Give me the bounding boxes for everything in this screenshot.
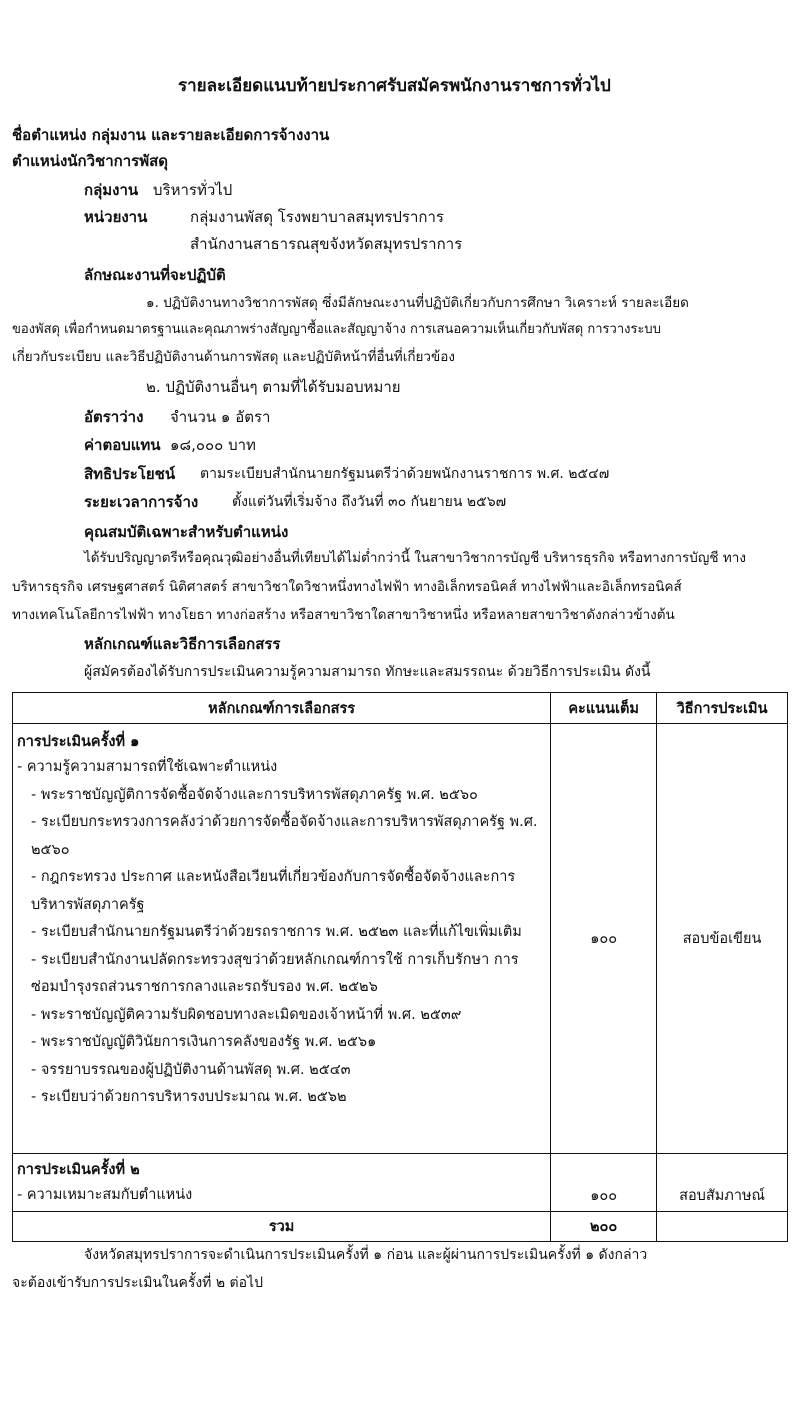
header-method: วิธีการประเมิน [657,693,788,724]
vacancy-label: อัตราว่าง [84,408,144,426]
criteria-table [12,692,788,1242]
pay-value: ๑๘,๐๐๐ บาท [170,436,256,454]
criteria-label: หลักเกณฑ์และวิธีการเลือกสรร [84,635,281,653]
qual-line-3: ทางเทคโนโลยีการไฟฟ้า ทางโยธา ทางก่อสร้าง หรือสาขาวิชาใดสาขาวิชาหนึ่ง หรือหลายสาขาวิชาดังกล่าวข้างต้น [12,607,675,623]
benefit-label: สิทธิประโยชน์ [84,465,176,483]
duty-1-line-1: ๑. ปฏิบัติงานทางวิชาการพัสดุ ซึ่งมีลักษณะงานที่ปฏิบัติเกี่ยวกับการศึกษา วิเคราะห์ รายละเอียด [146,295,689,311]
period-value: ตั้งแต่วันที่เริ่มจ้าง ถึงวันที่ ๓๐ กันยายน ๒๕๖๗ [232,494,507,510]
total-score: ๒๐๐ [551,1212,657,1242]
table-row-round-2 [13,1154,788,1212]
duty-1-line-2: ของพัสดุ เพื่อกำหนดมาตรฐานและคุณภาพร่างสัญญาซื้อและสัญญาจ้าง การเสนอความเห็นเกี่ยวกับพัสดุ การวางระบบ [12,322,661,337]
document-title: รายละเอียดแนบท้ายประกาศรับสมัครพนักงานราชการทั่วไป [178,76,611,96]
qual-line-1: ได้รับปริญญาตรีหรือคุณวุฒิอย่างอื่นที่เทียบได้ไม่ต่ำกว่านี้ ในสาขาวิชาการบัญชี บริหารธุรกิจ หรือทางการบัญชี ทาง [84,550,746,566]
list-item: - ระเบียบกระทรวงการคลังว่าด้วยการจัดซื้อจัดจ้างและการบริหารพัสดุภาครัฐ พ.ศ. ๒๕๖๐ [31,814,538,858]
table-row-round-1 [13,724,788,1154]
unit-line-1: กลุ่มงานพัสดุ โรงพยาบาลสมุทรปราการ [190,208,444,226]
list-item: - กฎกระทรวง ประกาศ และหนังสือเวียนที่เกี่ยวข้องกับการจัดซื้อจัดจ้างและการบริหารพัสดุภาครัฐ [31,869,516,913]
vacancy-value: จำนวน ๑ อัตรา [170,408,271,426]
round-2-method: สอบสัมภาษณ์ [657,1154,788,1212]
group-value: บริหารทั่วไป [153,181,233,199]
duty-1-line-3: เกี่ยวกับระเบียบ และวิธีปฏิบัติงานด้านการพัสดุ และปฏิบัติหน้าที่อื่นที่เกี่ยวข้อง [12,349,455,365]
round-1-title: การประเมินครั้งที่ ๑ [17,734,140,750]
round-1-score: ๑๐๐ [551,724,657,1154]
list-item: - จรรยาบรรณของผู้ปฏิบัติงานด้านพัสดุ พ.ศ. ๒๕๔๓ [31,1061,351,1078]
footer-line-2: จะต้องเข้ารับการประเมินในครั้งที่ ๒ ต่อไป [12,1275,263,1291]
unit-label: หน่วยงาน [84,208,148,226]
total-method-empty [657,1212,788,1242]
criteria-intro: ผู้สมัครต้องได้รับการประเมินความรู้ความสามารถ ทักษะและสมรรถนะ ด้วยวิธีการประเมิน ดังนี้ [84,664,651,680]
table-header-row [13,693,788,724]
list-item: - ระเบียบสำนักนายกรัฐมนตรีว่าด้วยรถราชการ พ.ศ. ๒๕๒๓ และที่แก้ไขเพิ่มเติม [31,924,522,940]
round-1-method: สอบข้อเขียน [657,724,788,1154]
duties-label: ลักษณะงานที่จะปฏิบัติ [84,266,226,284]
list-item: - พระราชบัญญัติวินัยการเงินการคลังของรัฐ พ.ศ. ๒๕๖๑ [31,1034,377,1050]
unit-line-2: สำนักงานสาธารณสุขจังหวัดสมุทรปราการ [190,235,463,253]
header-criteria: หลักเกณฑ์การเลือกสรร [13,693,551,724]
list-item: - ความเหมาะสมกับตำแหน่ง [17,1187,193,1203]
round-2-criteria [13,1154,551,1212]
table-total-row [13,1212,788,1242]
round-2-score: ๑๐๐ [551,1154,657,1212]
list-item: - ความรู้ความสามารถที่ใช้เฉพาะตำแหน่ง [17,759,278,775]
duty-2: ๒. ปฏิบัติงานอื่นๆ ตามที่ได้รับมอบหมาย [146,378,401,396]
footer-line-1: จังหวัดสมุทรปราการจะดำเนินการประเมินครั้งที่ ๑ ก่อน และผู้ผ่านการประเมินครั้งที่ ๑ ดังกล่าว [84,1247,648,1263]
list-item: - ระเบียบสำนักงานปลัดกระทรวงสุขว่าด้วยหลักเกณฑ์การใช้ การเก็บรักษา การซ่อมบำรุงรถส่วนราชการกลางและรถรับรอง พ.ศ. ๒๕๒๖ [31,951,519,995]
benefit-value: ตามระเบียบสำนักนายกรัฐมนตรีว่าด้วยพนักงานราชการ พ.ศ. ๒๕๔๗ [200,466,610,482]
list-item: - ระเบียบว่าด้วยการบริหารงบประมาณ พ.ศ. ๒๕๖๒ [31,1089,347,1105]
group-label: กลุ่มงาน [84,181,139,199]
pay-label: ค่าตอบแทน [84,436,161,454]
round-1-criteria [13,724,551,1154]
qual-line-2: บริหารธุรกิจ เศรษฐศาสตร์ นิติศาสตร์ สาขาวิชาใดวิชาหนึ่งทางไฟฟ้า ทางอิเล็กทรอนิคส์ ทางไฟฟ้าและอิเล็กทรอนิคส์ [12,579,682,595]
header-full-score: คะแนนเต็ม [551,693,657,724]
list-item: - พระราชบัญญัติความรับผิดชอบทางละเมิดของเจ้าหน้าที่ พ.ศ. ๒๕๓๙ [31,1006,462,1023]
section-heading: ชื่อตำแหน่ง กลุ่มงาน และรายละเอียดการจ้างงาน [12,126,330,144]
qual-label: คุณสมบัติเฉพาะสำหรับตำแหน่ง [84,523,289,541]
round-2-title: การประเมินครั้งที่ ๒ [17,1162,140,1178]
total-label: รวม [13,1212,551,1242]
position-title: ตำแหน่งนักวิชาการพัสดุ [12,152,169,170]
period-label: ระยะเวลาการจ้าง [84,493,199,511]
list-item: - พระราชบัญญัติการจัดซื้อจัดจ้างและการบริหารพัสดุภาครัฐ พ.ศ. ๒๕๖๐ [31,786,478,803]
